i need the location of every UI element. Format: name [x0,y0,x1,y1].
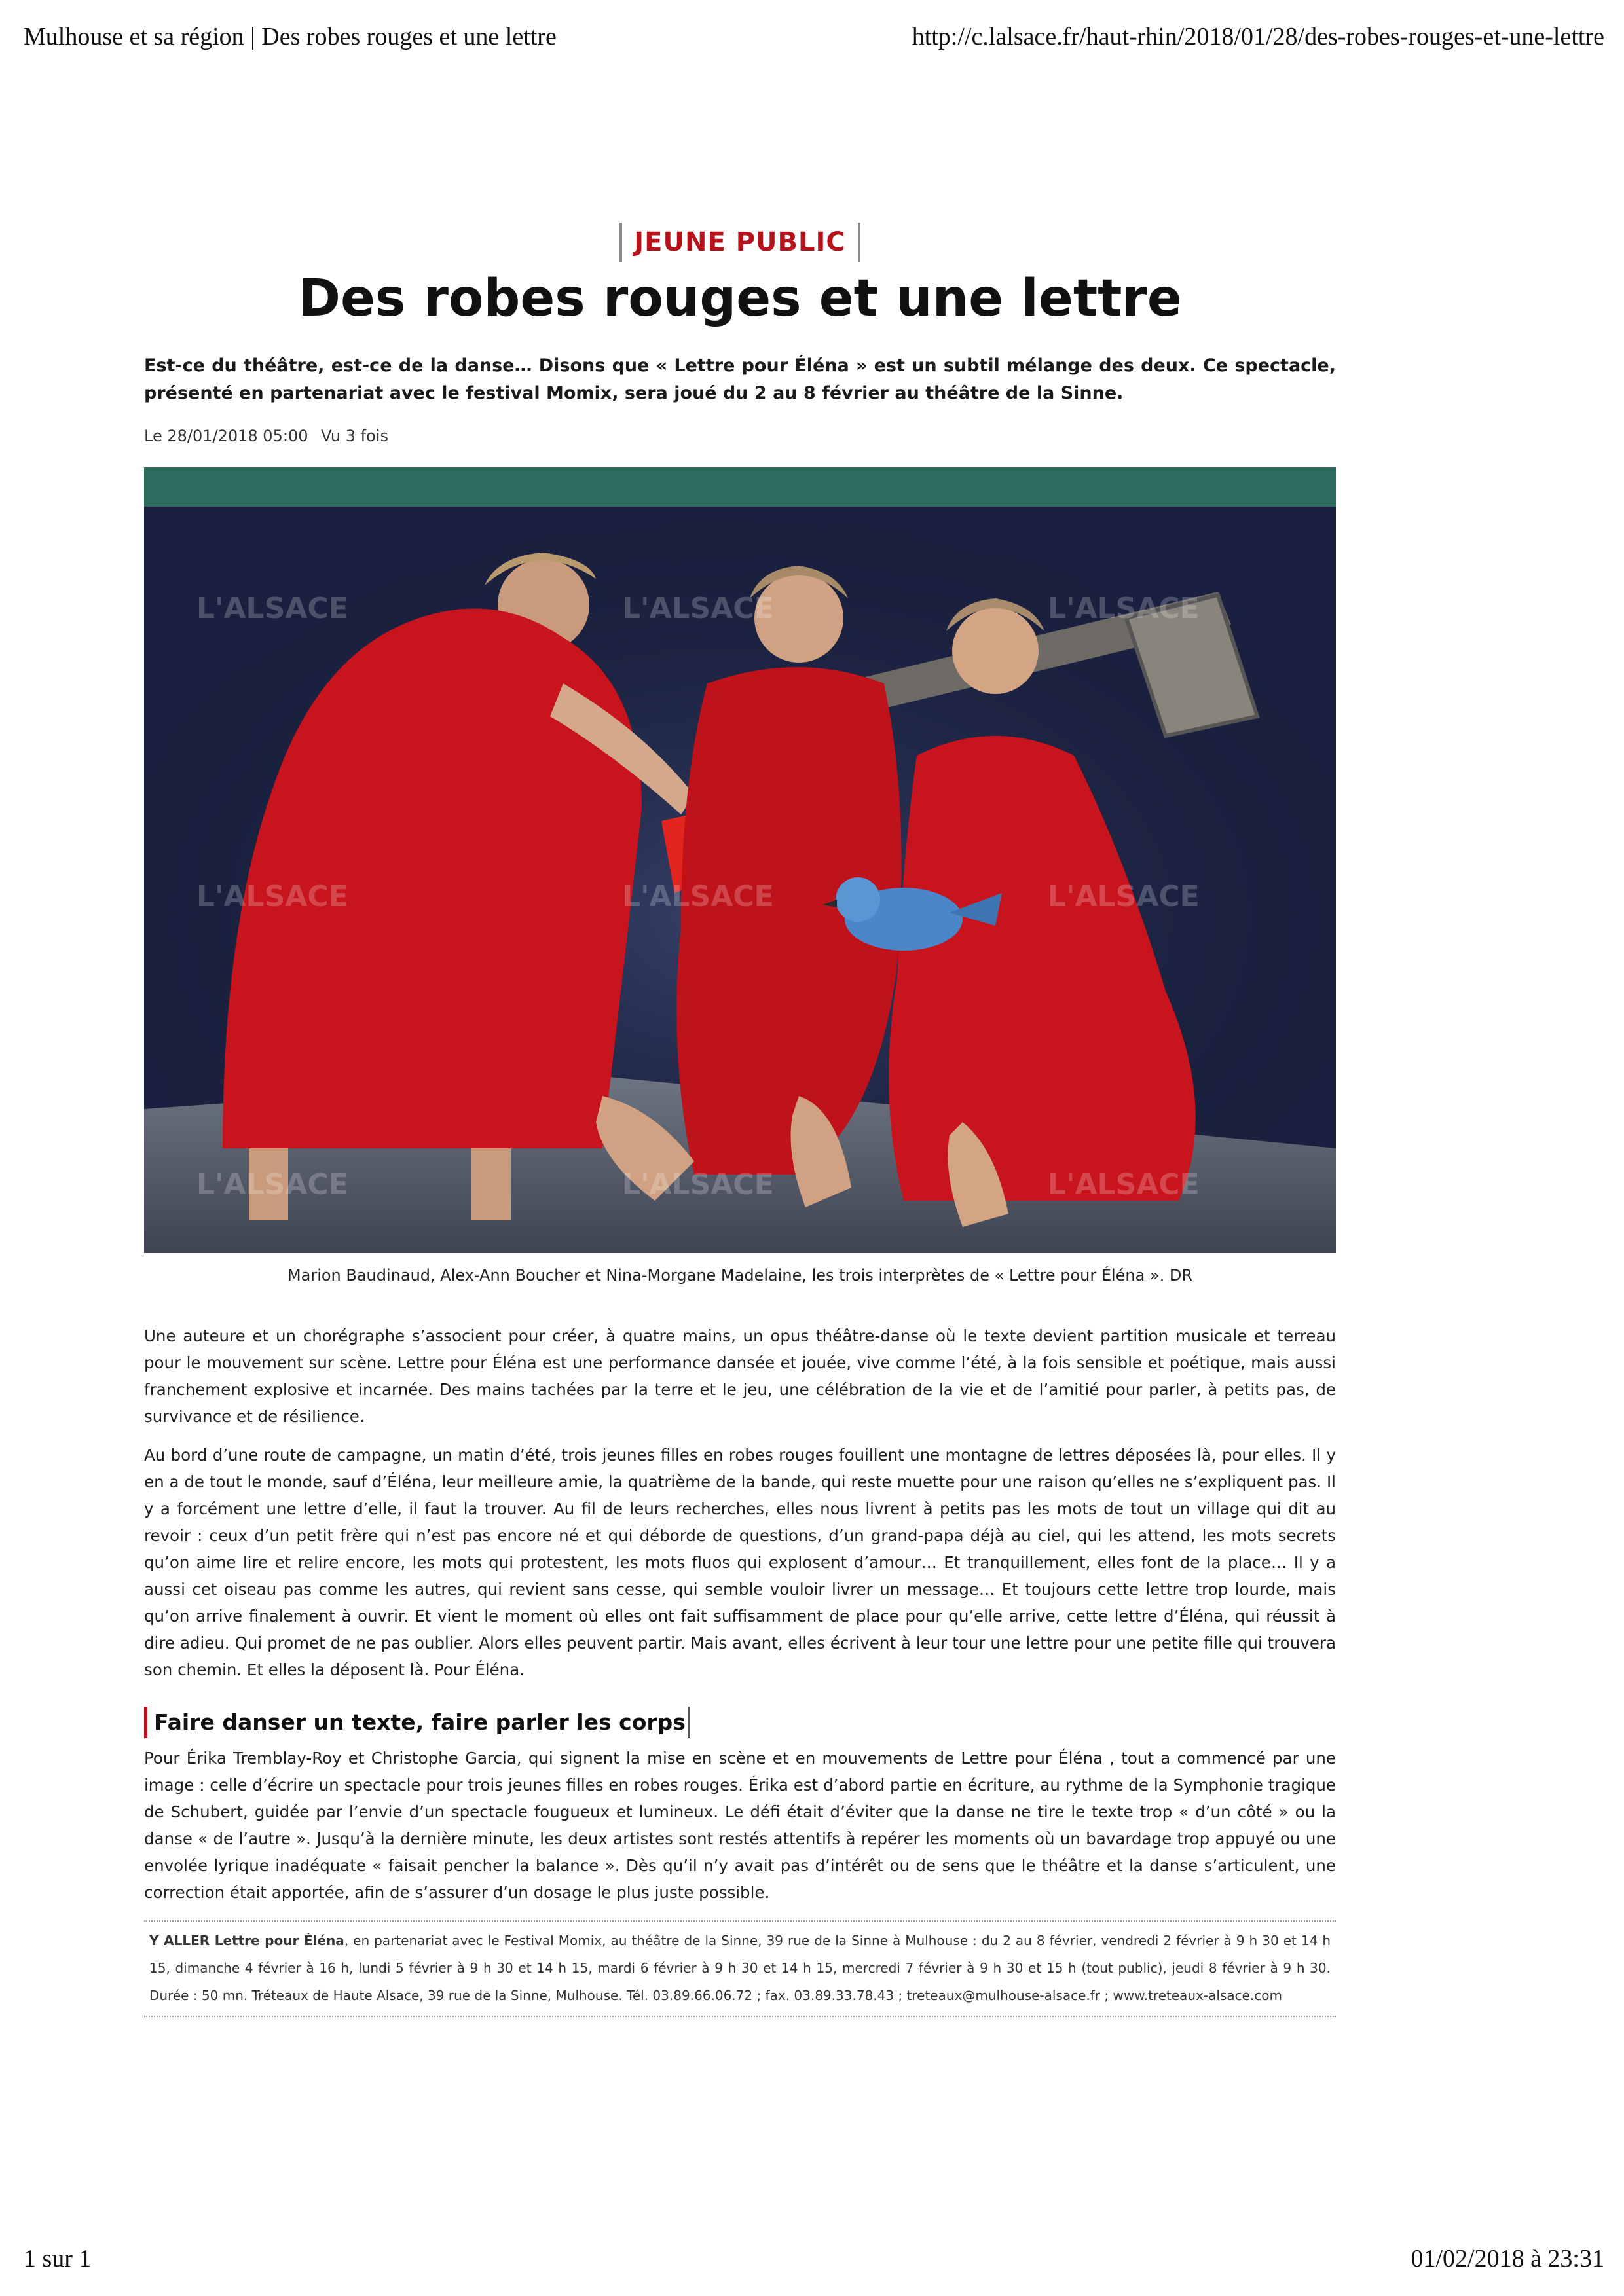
publish-date: Le 28/01/2018 05:00 [144,427,308,445]
watermark: L'ALSACE [1048,1168,1200,1201]
print-header-url: http://c.lalsace.fr/haut-rhin/2018/01/28/des-robes-rouges-et-une-lettre [912,23,1604,50]
subhead-wrap [144,1707,1336,1738]
watermark: L'ALSACE [622,880,774,913]
article-meta [144,427,1336,445]
body-paragraph-3: Pour Érika Tremblay-Roy et Christophe Garcia, qui signent la mise en scène et en mouvements de Lettre pour Éléna , tout a commencé par une image : celle d’écrire un spectacle pour trois jeunes filles en robes rouges. Érika est d’abord partie en écriture, au rythme de la Symphonie tragique de Schubert, guidée par l’envie d’un spectacle fougueux et lumineux. Le défi était d’éviter que la danse ne tire le texte trop « d’un côté » ou la danse « de l’autre ». Jusqu’à la dernière minute, les deux artistes sont restés attentifs à repérer les moments où un bavardage trop appuyé ou une envolée lyrique inadéquate « faisait pencher la balance ». Dès qu’il n’y avait pas d’intérêt ou de sens que le théâtre et la danse s’articulent, une correction était apportée, afin de s’assurer d’un dosage le plus juste possible. [144,1749,1336,1902]
photo-caption: Marion Baudinaud, Alex-Ann Boucher et Nina-Morgane Madelaine, les trois interprètes de « Lettre pour Éléna ». DR [287,1266,1193,1285]
article-subhead: Faire danser un texte, faire parler les corps [144,1707,690,1738]
photo-illustration [144,467,1336,1253]
article [144,223,1336,2017]
backdrop-green-band [144,467,1336,507]
print-header-title: Mulhouse et sa région | Des robes rouges et une lettre [24,23,557,50]
kicker-wrap [144,223,1336,262]
article-photo [144,467,1336,1253]
watermark: L'ALSACE [622,1168,774,1201]
print-footer-datetime: 01/02/2018 à 23:31 [1411,2245,1604,2272]
body-paragraph-1: Une auteure et un chorégraphe s’associent pour créer, à quatre mains, un opus théâtre-danse où le texte devient partition musicale et terreau pour le mouvement sur scène. Lettre pour Éléna est une performance dansée et jouée, vive comme l’été, à la fois sensible et poétique, mais aussi franchement explosive et incarnée. Des mains tachées par la terre et le jeu, une célébration de la vie et de l’amitié pour parler, à petits pas, de survivance et de résilience. [144,1326,1336,1426]
body-paragraph-2: Au bord d’une route de campagne, un matin d’été, trois jeunes filles en robes rouges fouillent une montagne de lettres déposées là, pour elles. Il y en a de tout le monde, sauf d’Éléna, leur meilleure amie, la quatrième de la bande, qui reste muette pour une raison qu’elles ne s’expliquent pas. Il y a forcément une lettre d’elle, il faut la trouver. Au fil de leurs recherches, elles nous livrent à petits pas les mots de tout un village qui dit au revoir : ceux d’un petit frère qui n’est pas encore né et qui déborde de questions, d’un grand-papa déjà au ciel, qui les attend, les mots secrets qu’on aime lire et relire encore, les mots qui protestent, les mots fluos qui explosent d’amour… Et tranquillement, elles font de la place… Il y a aussi cet oiseau pas comme les autres, qui revient sans cesse, qui semble vouloir livrer un message… Et toujours cette lettre trop lourde, mais qu’on arrive finalement à ouvrir. Et vient le moment où elles ont fait suffisamment de place pour qu’elle arrive, cette lettre d’Éléna, qui réussit à dire adieu. Qui promet de ne pas oublier. Alors elles peuvent partir. Mais avant, elles écrivent à leur tour une lettre pour une petite fille qui trouvera son chemin. Et elles la déposent là. Pour Éléna. [144,1446,1336,1679]
article-kicker: JEUNE PUBLIC [619,223,860,262]
article-lead: Est-ce du théâtre, est-ce de la danse… Disons que « Lettre pour Éléna » est un subtil mélange des deux. Ce spectacle, présenté en partenariat avec le festival Momix, sera joué du 2 au 8 février au théâtre de la Sinne. [144,355,1336,403]
watermark: L'ALSACE [196,592,348,625]
watermark: L'ALSACE [196,1168,348,1201]
practical-info-label: Y ALLER Lettre pour Éléna [149,1933,344,1948]
print-footer-page: 1 sur 1 [24,2245,92,2272]
watermark: L'ALSACE [622,592,774,625]
article-title: Des robes rouges et une lettre [298,269,1182,328]
watermark: L'ALSACE [196,880,348,913]
performer-right-head [952,608,1039,694]
view-count: Vu 3 fois [321,427,388,445]
watermark: L'ALSACE [1048,880,1200,913]
watermark: L'ALSACE [1048,592,1200,625]
practical-info-text: , en partenariat avec le Festival Momix, au théâtre de la Sinne, 39 rue de la Sinne à Mulhouse : du 2 au 8 février, vendredi 2 février à 9 h 30 et 14 h 15, dimanche 4 février à 16 h, lundi 5 février à 9 h 30 et 14 h 15, mardi 6 février à 9 h 30 et 14 h 15, mercredi 7 février à 9 h 30 et 15 h (tout public), jeudi 8 février à 9 h 30. Durée : 50 mn. Tréteaux de Haute Alsace, 39 rue de la Sinne, Mulhouse. Tél. 03.89.66.06.72 ; fax. 03.89.33.78.43 ; treteaux@mulhouse-alsace.fr ; www.treteaux-alsace.com [149,1933,1331,2003]
practical-info-box [144,1920,1336,2017]
